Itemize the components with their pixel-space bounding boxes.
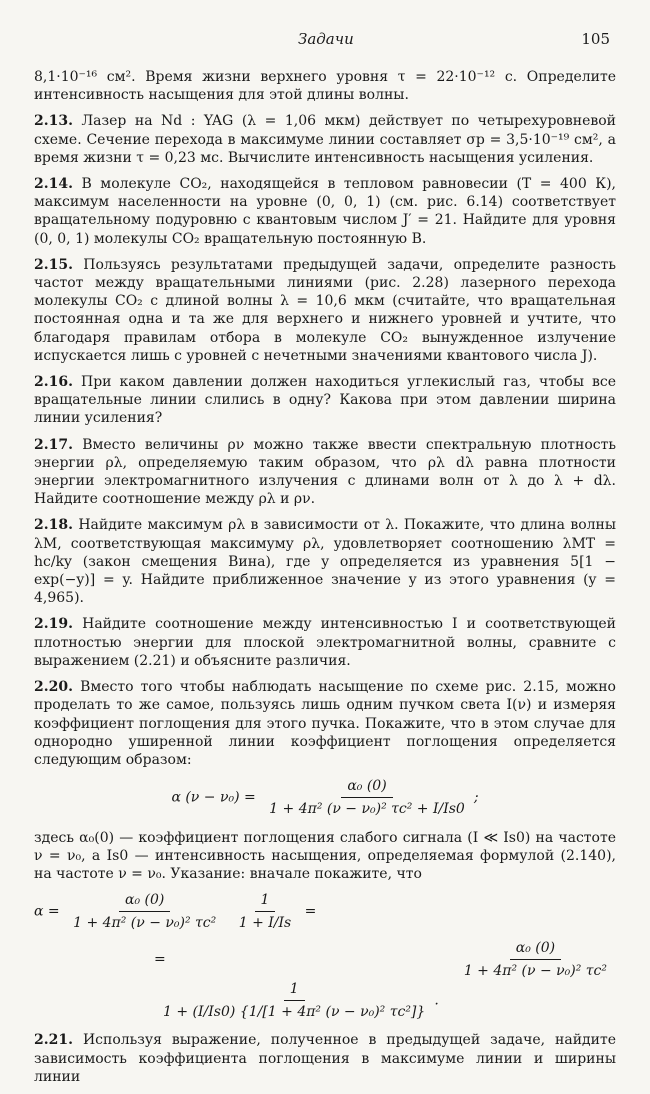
equals-sign: =	[304, 903, 317, 920]
formula-tail: .	[434, 992, 439, 1009]
problem-number: 2.18.	[34, 517, 73, 534]
paragraph-text: 8,1·10⁻¹⁶ см². Время жизни верхнего уровня τ = 22·10⁻¹² с. Определите интенсивность насыщения для этой длины волны.	[34, 69, 616, 104]
header-title: Задачи	[298, 30, 354, 48]
problem-number: 2.16.	[34, 374, 73, 391]
body-text	[34, 68, 616, 1094]
denominator: 1 + I/Is	[238, 915, 292, 932]
numerator: 1	[284, 980, 305, 1001]
formula-lhs: α =	[34, 903, 60, 920]
denominator: 1 + 4π² (ν − ν₀)² τc²	[463, 962, 607, 979]
numerator: α₀ (0)	[119, 891, 170, 912]
problem-number: 2.21.	[34, 1032, 73, 1049]
problem-number: 2.20.	[34, 679, 73, 696]
problem-text: Пользуясь результатами предыдущей задачи, определите разность частот между вращательными линиями (рис. 2.28) лазерного перехода молекулы CO₂ с длиной волны λ = 10,6 мкм (считайте, что вращательная постоянная одна и та же для верхнего и нижнего уровней и учтите, что благодаря правилам отбора в молекуле CO₂ вынужденное излучение испускается лишь с уровней с нечетными значениями квантового числа J).	[34, 256, 616, 364]
formula-second-line	[154, 939, 616, 1022]
numerator: 1	[255, 891, 276, 912]
paragraph-text: здесь α₀(0) — коэффициент поглощения слабого сигнала (I ≪ Is0) на частоте ν = ν₀, а Is0 — интенсивность насыщения, определяемая формулой (2.140), на частоте ν = ν₀. Указание: вначале покажите, что	[34, 829, 616, 882]
problem-text: Лазер на Nd : YAG (λ = 1,06 мкм) действует по четырехуровневой схеме. Сечение перехода в максимуме линии составляет σp = 3,5·10⁻¹⁹ см², а время жизни τ = 0,23 мс. Вычислите интенсивность насыщения усиления.	[34, 113, 617, 166]
problem-2-14	[34, 175, 616, 248]
problem-number: 2.19.	[34, 616, 73, 633]
problem-2-15	[34, 256, 616, 365]
problem-2-20	[34, 678, 616, 769]
formula-hint	[34, 891, 616, 1021]
fraction	[157, 980, 431, 1021]
fraction	[233, 891, 298, 932]
page-number: 105	[581, 30, 610, 48]
problem-2-21	[34, 1031, 616, 1086]
equals-sign: =	[154, 951, 166, 968]
problem-text: В молекуле CO₂, находящейся в тепловом равновесии (T = 400 К), максимум населенности на уровне (0, 0, 1) (см. рис. 6.14) соответствует вращательному подуровню с квантовым числом J′ = 21. Найдите для уровня (0, 0, 1) молекулы CO₂ вращательную постоянную B.	[34, 176, 616, 247]
fraction	[67, 891, 222, 932]
problem-number: 2.15.	[34, 256, 73, 273]
fraction	[458, 939, 613, 980]
formula-absorption	[34, 777, 616, 818]
fraction	[263, 777, 471, 818]
problem-text: Используя выражение, полученное в предыдущей задаче, найдите зависимость коэффициента поглощения в максимуме линии и ширины линии	[34, 1032, 617, 1085]
problem-number: 2.14.	[34, 176, 73, 193]
problem-2-17	[34, 436, 616, 509]
numerator: α₀ (0)	[510, 939, 561, 960]
formula-tail: ;	[473, 789, 479, 806]
numerator: α₀ (0)	[341, 777, 392, 798]
problem-text: Найдите соотношение между интенсивностью I и соответствующей плотностью энергии для плоской электромагнитной волны, сравните с выражением (2.21) и объясните различия.	[34, 616, 616, 669]
problem-2-16	[34, 373, 616, 428]
denominator: 1 + 4π² (ν − ν₀)² τc² + I/Is0	[269, 801, 465, 818]
problem-text: Вместо того чтобы наблюдать насыщение по схеме рис. 2.15, можно проделать то же самое, пользуясь лишь одним пучком света I(ν) и измеряя коэффициент поглощения для этого пучка. Покажите, что в этом случае для однородно уширенной линии коэффициент поглощения определяется следующим образом:	[34, 679, 616, 768]
problem-2-19	[34, 615, 616, 670]
problem-2-18	[34, 516, 616, 607]
problem-text: Найдите максимум ρλ в зависимости от λ. Покажите, что длина волны λM, соответствующая максимуму ρλ, удовлетворяет соотношению λMT = hc/ky (закон смещения Вина), где y определяется из уравнения 5[1 − exp(−y)] = y. Найдите приближенное значение y из этого уравнения (y = 4,965).	[34, 517, 617, 607]
denominator: 1 + 4π² (ν − ν₀)² τc²	[73, 915, 217, 932]
paragraph	[34, 68, 616, 104]
problem-2-13	[34, 112, 616, 167]
problem-number: 2.13.	[34, 113, 73, 130]
denominator: 1 + (I/Is0) {1/[1 + 4π² (ν − ν₀)² τc²]}	[163, 1004, 426, 1021]
formula-lhs: α (ν − ν₀) =	[171, 789, 256, 806]
paragraph	[34, 829, 616, 884]
problem-text: При каком давлении должен находиться углекислый газ, чтобы все вращательные линии слились в одну? Какова при этом давлении ширина линии усиления?	[34, 374, 616, 427]
running-header	[0, 30, 650, 54]
problem-number: 2.17.	[34, 436, 73, 453]
problem-text: Вместо величины ρν можно также ввести спектральную плотность энергии ρλ, определяемую таким образом, что ρλ dλ равна плотности энергии электромагнитного излучения с длинами волн от λ до λ + dλ. Найдите соотношение между ρλ и ρν.	[34, 436, 617, 508]
